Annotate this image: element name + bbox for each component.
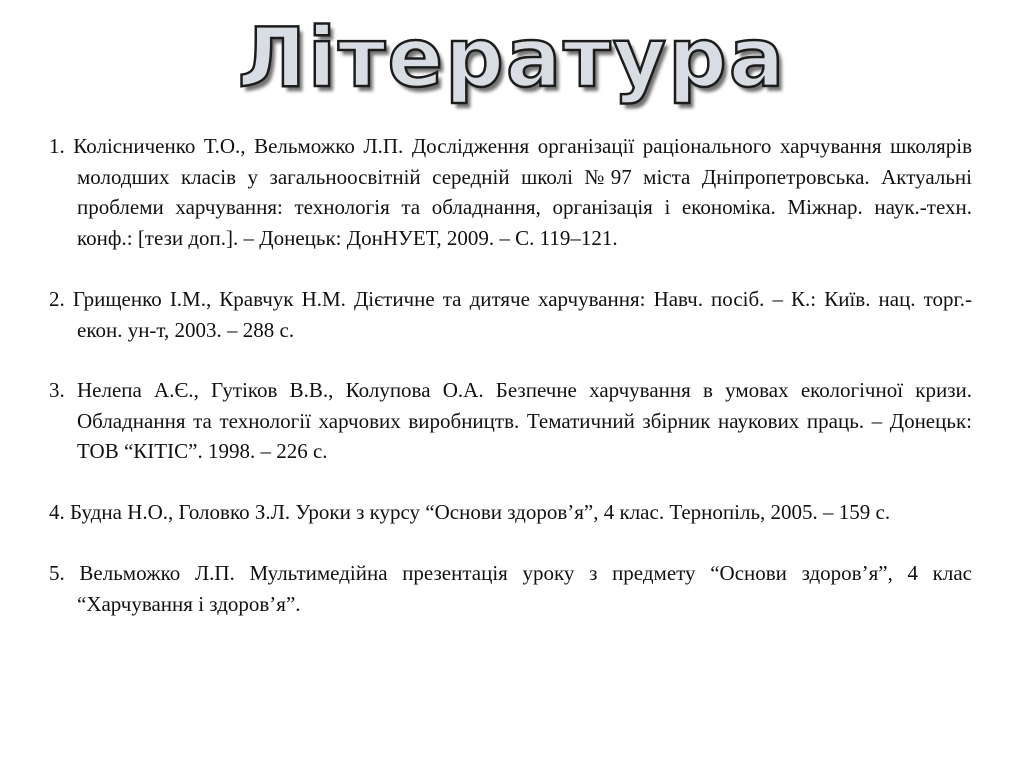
reference-list (49, 131, 972, 649)
reference-number: 3. (49, 378, 65, 402)
slide-title: Література (237, 11, 787, 106)
reference-text: Колісниченко Т.О., Вельможко Л.П. Дослідження організації раціонального харчування школярів молодших класів у загальноосвітній середній школі №97 міста Дніпропетровська. Актуальні проблеми харчування: технологія та обладнання, організація і економіка. Міжнар. наук.-техн. конф.: [тези доп.]. – Донецьк: ДонНУЕТ, 2009. – С. 119–121. (73, 134, 973, 250)
reference-item (49, 131, 972, 253)
reference-item (49, 497, 972, 528)
reference-item (49, 375, 972, 467)
reference-number: 2. (49, 287, 65, 311)
reference-number: 1. (49, 134, 65, 158)
reference-text: Будна Н.О., Головко З.Л. Уроки з курсу “Основи здоров’я”, 4 клас. Тернопіль, 2005. – 159 с. (70, 499, 891, 524)
reference-item (49, 284, 972, 345)
reference-number: 4. (49, 499, 65, 524)
reference-text: Грищенко І.М., Кравчук Н.М. Дієтичне та дитяче харчування: Навч. посіб. – К.: Київ. нац. торг.-екон. ун-т, 2003. – 288 с. (72, 287, 973, 342)
reference-text: Вельможко Л.П. Мультимедійна презентація уроку з предмету “Основи здоров’я”, 4 клас “Харчування і здоров’я”. (77, 561, 972, 616)
reference-number: 5. (49, 561, 65, 585)
reference-text: Нелепа А.Є., Гутіков В.В., Колупова О.А. Безпечне харчування в умовах екологічної кризи. Обладнання та технології харчових виробництв. Тематичний збірник наукових праць. – Донецьк: ТОВ “КІТІС”. 1998. – 226 с. (76, 378, 973, 463)
reference-item (49, 558, 972, 619)
